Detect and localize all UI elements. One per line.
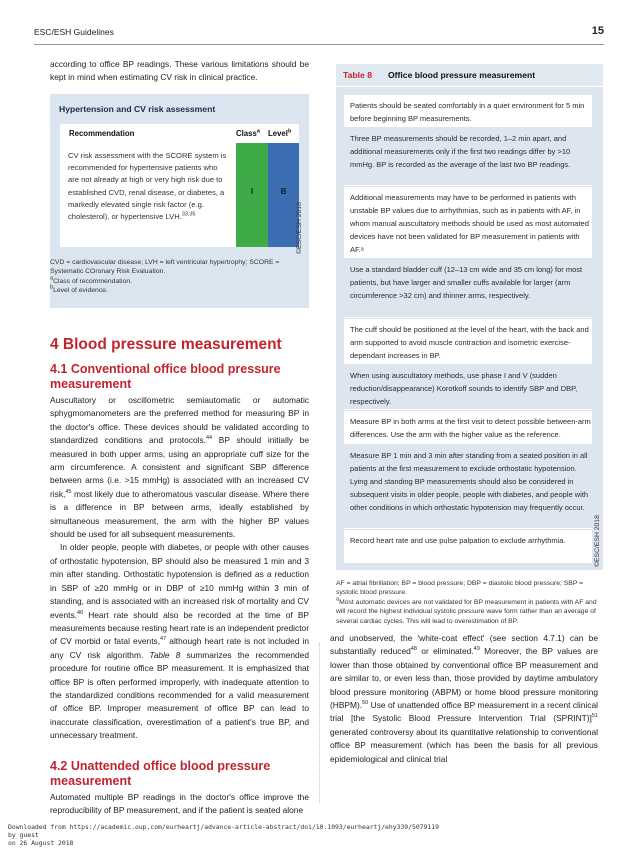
table-8-footnotes	[336, 579, 603, 626]
footnote-b: $^b$Level of evidence.	[50, 284, 108, 295]
footnote-b-text: Level of evidence.	[53, 287, 108, 295]
col-class-sup: a	[256, 128, 260, 135]
recommendation-table	[60, 124, 299, 342]
p2-c: although heart rate is not included in any CV risk algorithm.	[50, 636, 309, 660]
subsection-4-2-heading: 4.2 Unattended office blood pressure measurement	[50, 758, 271, 788]
header-divider	[34, 44, 604, 45]
table-8-row: The cuff should be positioned at the level of the heart, with the back and arm supported to avoid muscle contraction and isometric exercise-dependant increases in BP.	[344, 319, 592, 364]
recommendation-text	[68, 150, 228, 223]
recommendation-box-title: Hypertension and CV risk assessment	[59, 104, 216, 114]
p1-ref2: 45	[65, 489, 72, 496]
table-8-row: Three BP measurements should be recorded, 1–2 min apart, and additional measurements only if the first two readings differ by >10 mmHg. BP is recorded as the average of the last two BP readings.	[344, 128, 592, 186]
table-8-link[interactable]: Table 8	[149, 649, 181, 660]
rp-ref4: 51	[591, 713, 598, 720]
rp-e: generated controversy about its quantitative relationship to conventional office BP measurement (which has been the basis for all previous epidemiological and clinical trial	[330, 726, 598, 764]
table-8-row: Measure BP 1 min and 3 min after standing from a seated position in all patients at the first measurement to exclude orthostatic hypotension. Lying and standing BP measurements should also be considered in subsequent visits in older people, people with diabetes, and people with other conditions in which orthostatic hypotension may frequently occur.	[344, 445, 592, 529]
p2-a: In older people, people with diabetes, or people with other causes of orthostatic hypotension, BP should also be measured 1 min and 3 min after standing. Orthostatic hypotension is defined as a reduction in SBP of ≥20 mmHg or in DBP of ≥10 mmHg within 3 min of standing, and is associated with an increased risk of mortality and CV events.	[50, 542, 309, 620]
esc-watermark-box: ©ESC/ESH 2018	[296, 202, 303, 254]
level-value: B	[280, 187, 287, 196]
table-8-title: Office blood pressure measurement	[388, 70, 536, 80]
class-value: I	[250, 187, 254, 196]
paragraph-2	[50, 541, 309, 742]
col-level	[268, 129, 291, 138]
table-8-row: When using auscultatory methods, use phase I and V (sudden reduction/disappearance) Korotkoff sounds to identify SBP and DBP, respectively.	[344, 365, 592, 410]
rp-c: Moreover, the BP values are lower than those obtained by conventional office BP measurement and are similar to, or even less than, those provided by daytime ambulatory blood pressure monitoring (ABPM) or home blood pressure monitoring (HBPM).	[330, 646, 598, 711]
table-8-footnote-a: $^a$Most automatic devices are not validated for BP measurement in patients with AF and will record the highest individual systolic pressure wave form rather than an average of several cardiac cycles. This will lead to overestimation of BP.	[336, 596, 597, 625]
right-paragraph	[330, 632, 598, 766]
table-8-row: Patients should be seated comfortably in a quiet environment for 5 min before beginning BP measurements.	[344, 95, 592, 127]
esc-watermark-table: ©ESC/ESH 2018	[594, 515, 601, 567]
p1-ref1: 44	[206, 435, 213, 442]
column-divider	[319, 643, 320, 803]
paragraph-3: Automated multiple BP readings in the doctor's office improve the reproducibility of BP measurement, and if the patient is seated alone	[50, 791, 309, 815]
section-heading: 4 Blood pressure measurement	[50, 336, 282, 353]
p1-a: Auscultatory or oscillometric semiautomatic or automatic sphygmomanometers are the preferred method for measuring BP in the doctor's office. These devices should be validated according to standardized conditions and protocols.	[50, 395, 309, 446]
p1-c: most likely due to atheromatous vascular disease. Where there is a difference in BP between arms, ideally established by simultaneous measurement, the arm with the higher BP values should be used for all subsequent measurements.	[50, 488, 309, 540]
recommendation-table-header	[60, 124, 299, 144]
col-class-label: Class	[236, 129, 257, 138]
level-cell	[268, 143, 299, 247]
rp-b: or eliminated.	[416, 646, 474, 657]
intro-paragraph: according to office BP readings. These various limitations should be kept in mind when estimating CV risk in clinical practice.	[50, 59, 309, 83]
rp-d: Use of unattended office BP measurement in a recent clinical trial [the Systolic Blood Pressure Intervention Trial (SPRINT)]	[330, 700, 598, 724]
table-8-row: Additional measurements may have to be performed in patients with unstable BP values due to arrhythmias, such as in patients with AF, in whom manual auscultatory methods should be used as most automated devices have not been validated for BP measurement in patients with AF.ᵃ	[344, 187, 592, 258]
recommendation-text-body: CV risk assessment with the SCORE system is recommended for hypertensive patients who are not already at high or very high risk due to established CVD, renal disease, or diabetes, a markedly elevated single risk factor (e.g. cholesterol), or hypertensive LVH.	[68, 151, 227, 222]
paragraph-1	[50, 394, 309, 541]
table-8-title-bar	[336, 64, 603, 86]
recommendation-footnotes	[50, 258, 309, 296]
table-8-footnote-a-text: Most automatic devices are not validated for BP measurement in patients with AF and will record the highest individual systolic pressure wave form rather than an average of several cardiac cycles. This will lead to overestimation of BP.	[336, 598, 597, 625]
p2-d: summarizes the recommended procedure for routine office BP measurement. It is emphasized that office BP is often performed improperly, with inadequate attention to the standardized conditions recommended for a valid measurement of office BP. Improper measurement of office BP can lead to inaccurate classification, overestimation of a patient's true BP, and unnecessary treatment.	[50, 649, 309, 741]
table-8-label: Table 8	[343, 70, 372, 80]
page-number: 15	[591, 25, 604, 37]
table-8-row: Record heart rate and use pulse palpation to exclude arrhythmia.	[344, 530, 592, 563]
col-level-label: Level	[268, 129, 288, 138]
p1-b: BP should initially be measured in both upper arms, using an appropriate cuff size for the arm circumference. A consistent and significant SBP difference between arms (i.e. >15 mmHg) is associated with an increased CV risk,	[50, 435, 309, 499]
p2-ref1: 46	[77, 609, 84, 616]
table-8-footnote-abbrev: AF = atrial fibrillation; BP = blood pressure; DBP = diastolic blood pressure; SBP = systolic blood pressure.	[336, 580, 584, 597]
footnote-a-text: Class of recommendation.	[53, 277, 133, 285]
class-cell	[236, 143, 268, 247]
rp-ref3: 50	[362, 700, 369, 707]
col-class	[236, 129, 260, 138]
col-level-sup: b	[287, 128, 292, 135]
subsection-4-1-heading: 4.1 Conventional office blood pressure measurement	[50, 362, 281, 391]
rp-ref2: 49	[473, 646, 480, 653]
footnote-abbreviations: CVD = cardiovascular disease; LVH = left ventricular hypertrophy; SCORE = Systematic COronary Risk Evaluation.	[50, 259, 280, 276]
p2-ref2: 47	[160, 636, 167, 643]
footnote-a: $^a$Class of recommendation.	[50, 275, 133, 285]
recommendation-ref: 33,35	[181, 211, 196, 218]
col-recommendation: Recommendation	[69, 129, 135, 138]
section-4-1	[50, 362, 309, 817]
rp-a: and unobserved, the 'white-coat effect' (see section 4.7.1) can be substantially reduced	[330, 633, 598, 657]
download-note: Downloaded from https://academic.oup.com/eurheartj/advance-article-abstract/doi/10.1093/eurheartj/ehy339/5079119 by guest on 26 August 2018	[8, 823, 439, 847]
running-title: ESC/ESH Guidelines	[34, 27, 114, 37]
table-8-body	[336, 87, 603, 570]
p2-b: Heart rate should also be recorded at the time of BP measurements because resting heart rate is an independent predictor of CV morbid or fatal events,	[50, 609, 309, 647]
rp-ref1: 48	[410, 646, 417, 653]
table-8-row: Use a standard bladder cuff (12–13 cm wide and 35 cm long) for most patients, but have larger and smaller cuffs available for larger (arm circumference >32 cm) and thinner arms, respectively.	[344, 259, 592, 318]
table-8-row: Measure BP in both arms at the first visit to detect possible between-arm differences. Use the arm with the higher value as the reference.	[344, 411, 592, 444]
